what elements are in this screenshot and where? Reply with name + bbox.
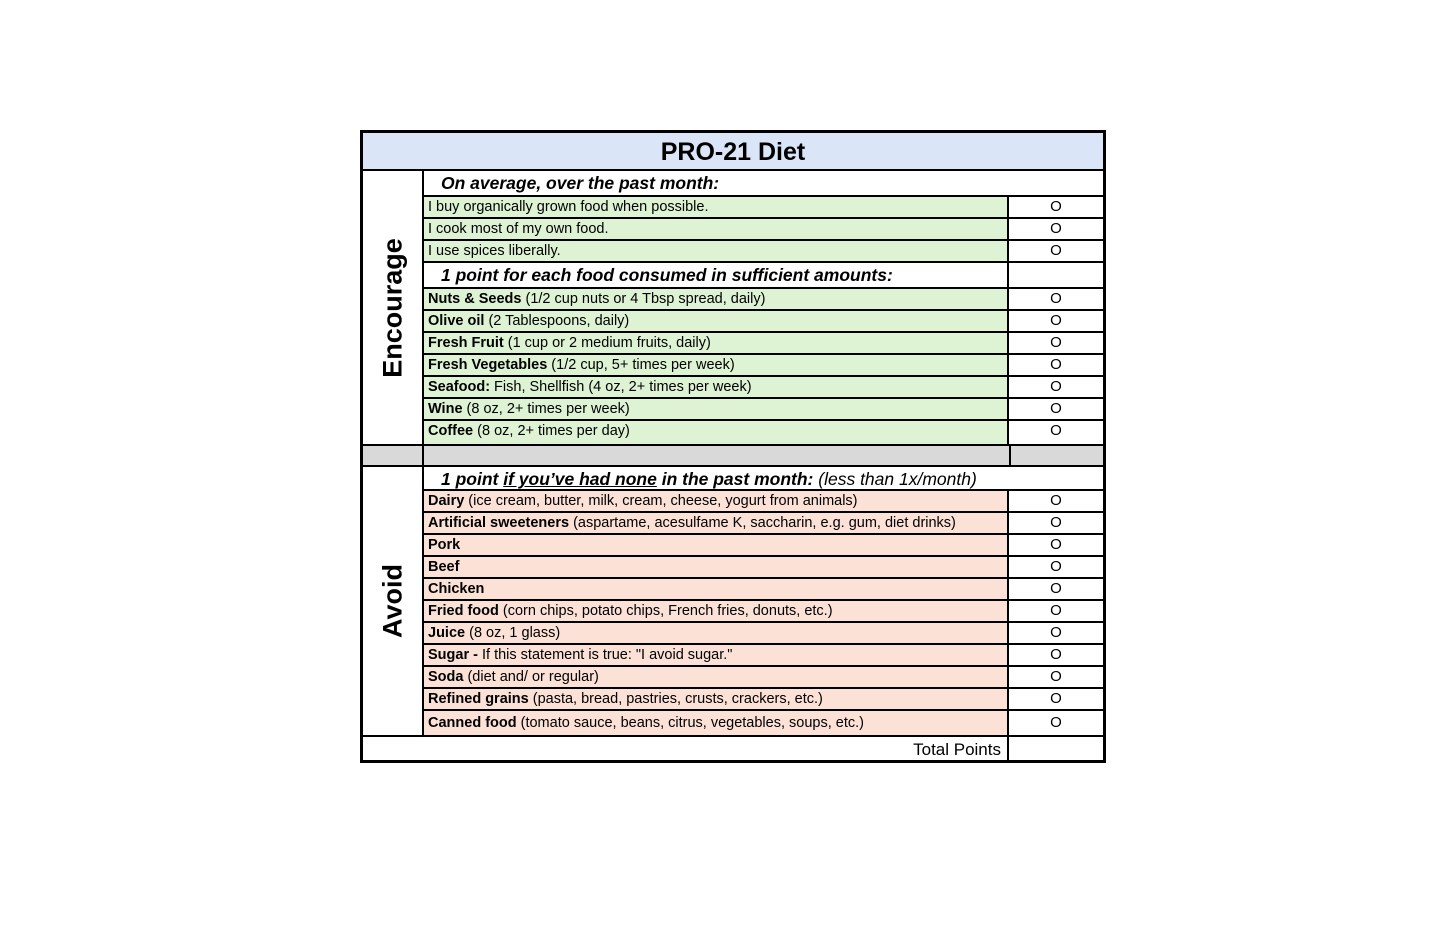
- food-points[interactable]: O: [1009, 355, 1103, 375]
- avoid-detail: (aspartame, acesulfame K, saccharin, e.g. gum, diet drinks): [569, 515, 956, 531]
- food-name: Fresh Vegetables: [428, 357, 548, 373]
- food-points[interactable]: O: [1009, 377, 1103, 397]
- avoid-name: Canned food: [428, 715, 517, 731]
- habit-points[interactable]: O: [1009, 219, 1103, 239]
- separator-divider: [1009, 446, 1011, 465]
- avoid-row-refined-grains: [424, 689, 1103, 711]
- food-text: [424, 311, 1009, 331]
- habit-points[interactable]: O: [1009, 241, 1103, 261]
- avoid-points[interactable]: O: [1009, 513, 1103, 533]
- encourage-foods-header-row: [424, 263, 1103, 289]
- total-points-label: Total Points: [363, 737, 1009, 763]
- avoid-points[interactable]: O: [1009, 689, 1103, 709]
- avoid-text: [424, 711, 1009, 735]
- food-text: [424, 399, 1009, 419]
- avoid-text: [424, 491, 1009, 511]
- avoid-header-tail: in the past month:: [656, 469, 814, 489]
- food-text: [424, 421, 1009, 444]
- avoid-name: Artificial sweeteners: [428, 515, 570, 531]
- food-detail: (1/2 cup, 5+ times per week): [547, 357, 735, 373]
- avoid-detail: If this statement is true: "I avoid sugar.": [481, 647, 733, 663]
- avoid-name: Beef: [428, 559, 460, 575]
- avoid-name: Sugar -: [428, 647, 482, 663]
- avoid-points[interactable]: O: [1009, 645, 1103, 665]
- food-row-coffee: [424, 421, 1103, 444]
- food-detail: (1/2 cup nuts or 4 Tbsp spread, daily): [521, 291, 766, 307]
- avoid-row-sugar: [424, 645, 1103, 667]
- total-points-value[interactable]: [1011, 737, 1103, 763]
- avoid-header-note: (less than 1x/month): [813, 469, 977, 489]
- food-name: Nuts & Seeds: [428, 291, 522, 307]
- avoid-name: Soda: [428, 669, 464, 685]
- avoid-row-soda: [424, 667, 1103, 689]
- avoid-row-juice: [424, 623, 1103, 645]
- food-row-fresh-vegetables: [424, 355, 1103, 377]
- avoid-detail: (8 oz, 1 glass): [465, 625, 561, 641]
- food-points[interactable]: O: [1009, 333, 1103, 353]
- avoid-points[interactable]: O: [1009, 667, 1103, 687]
- avoid-row-canned-food: [424, 711, 1103, 735]
- total-row: [363, 735, 1103, 763]
- food-text: [424, 333, 1009, 353]
- avoid-points[interactable]: O: [1009, 579, 1103, 599]
- food-points[interactable]: O: [1009, 421, 1103, 441]
- food-text: [424, 355, 1009, 375]
- avoid-name: Refined grains: [428, 691, 529, 707]
- avoid-points[interactable]: O: [1009, 557, 1103, 577]
- food-name: Fresh Fruit: [428, 335, 504, 351]
- food-detail: Fish, Shellfish (4 oz, 2+ times per week): [490, 379, 752, 395]
- avoid-text: [424, 557, 1009, 577]
- avoid-row-dairy: [424, 491, 1103, 513]
- encourage-side-label: Encourage: [377, 237, 407, 378]
- avoid-header-emphasis: if you’ve had none: [503, 469, 657, 489]
- separator-row: [363, 444, 1103, 467]
- avoid-points[interactable]: O: [1009, 623, 1103, 643]
- avoid-detail: (corn chips, potato chips, French fries, donuts, etc.): [498, 603, 833, 619]
- avoid-points[interactable]: O: [1009, 535, 1103, 555]
- avoid-header-text: [424, 467, 1103, 489]
- food-text: [424, 377, 1009, 397]
- avoid-row-artificial-sweeteners: [424, 513, 1103, 535]
- avoid-name: Fried food: [428, 603, 499, 619]
- avoid-text: [424, 601, 1009, 621]
- food-detail: (8 oz, 2+ times per week): [462, 401, 630, 417]
- food-name: Olive oil: [428, 313, 485, 329]
- habit-text: I cook most of my own food.: [424, 219, 1009, 239]
- food-name: Seafood:: [428, 379, 491, 395]
- avoid-row-pork: [424, 535, 1103, 557]
- separator-divider: [422, 446, 424, 465]
- encourage-header-row: [424, 171, 1103, 197]
- avoid-text: [424, 667, 1009, 687]
- food-row-wine: [424, 399, 1103, 421]
- encourage-foods-header-points: [1009, 263, 1103, 287]
- avoid-detail: (tomato sauce, beans, citrus, vegetables, soups, etc.): [516, 715, 864, 731]
- avoid-row-beef: [424, 557, 1103, 579]
- avoid-name: Juice: [428, 625, 466, 641]
- avoid-text: [424, 535, 1009, 555]
- avoid-row-chicken: [424, 579, 1103, 601]
- avoid-text: [424, 513, 1009, 533]
- avoid-text: [424, 623, 1009, 643]
- food-points[interactable]: O: [1009, 311, 1103, 331]
- avoid-detail: (ice cream, butter, milk, cream, cheese, yogurt from animals): [464, 493, 858, 509]
- habit-row-organic: [424, 197, 1103, 219]
- food-name: Wine: [428, 401, 463, 417]
- food-points[interactable]: O: [1009, 399, 1103, 419]
- sheet-title: PRO-21 Diet: [363, 133, 1103, 171]
- avoid-detail: (pasta, bread, pastries, crusts, crackers, etc.): [528, 691, 823, 707]
- food-name: Coffee: [428, 423, 474, 439]
- avoid-side-cell: [363, 467, 424, 735]
- avoid-name: Dairy: [428, 493, 465, 509]
- avoid-header-row: [424, 467, 1103, 491]
- food-points[interactable]: O: [1009, 289, 1103, 309]
- food-row-olive-oil: [424, 311, 1103, 333]
- avoid-text: [424, 645, 1009, 665]
- food-row-fresh-fruit: [424, 333, 1103, 355]
- habit-points[interactable]: O: [1009, 197, 1103, 217]
- food-detail: (2 Tablespoons, daily): [484, 313, 630, 329]
- avoid-points[interactable]: O: [1009, 711, 1103, 735]
- avoid-side-label: Avoid: [377, 564, 407, 638]
- avoid-name: Chicken: [428, 581, 485, 597]
- avoid-points[interactable]: O: [1009, 491, 1103, 511]
- avoid-points[interactable]: O: [1009, 601, 1103, 621]
- habit-text: I buy organically grown food when possible.: [424, 197, 1009, 217]
- avoid-text: [424, 579, 1009, 599]
- encourage-foods-header-text: 1 point for each food consumed in sufficient amounts:: [424, 263, 1009, 287]
- encourage-side-cell: [363, 171, 424, 444]
- food-row-nuts-seeds: [424, 289, 1103, 311]
- avoid-row-fried-food: [424, 601, 1103, 623]
- avoid-header-lead: 1 point: [441, 469, 504, 489]
- avoid-name: Pork: [428, 537, 461, 553]
- food-detail: (1 cup or 2 medium fruits, daily): [503, 335, 711, 351]
- avoid-detail: (diet and/ or regular): [463, 669, 599, 685]
- habit-row-spices: [424, 241, 1103, 263]
- food-text: [424, 289, 1009, 309]
- avoid-text: [424, 689, 1009, 709]
- food-row-seafood: [424, 377, 1103, 399]
- habit-row-cook: [424, 219, 1103, 241]
- food-detail: (8 oz, 2+ times per day): [473, 423, 630, 439]
- encourage-header-text: On average, over the past month:: [424, 171, 1103, 195]
- habit-text: I use spices liberally.: [424, 241, 1009, 261]
- pro21-diet-sheet: [360, 130, 1106, 763]
